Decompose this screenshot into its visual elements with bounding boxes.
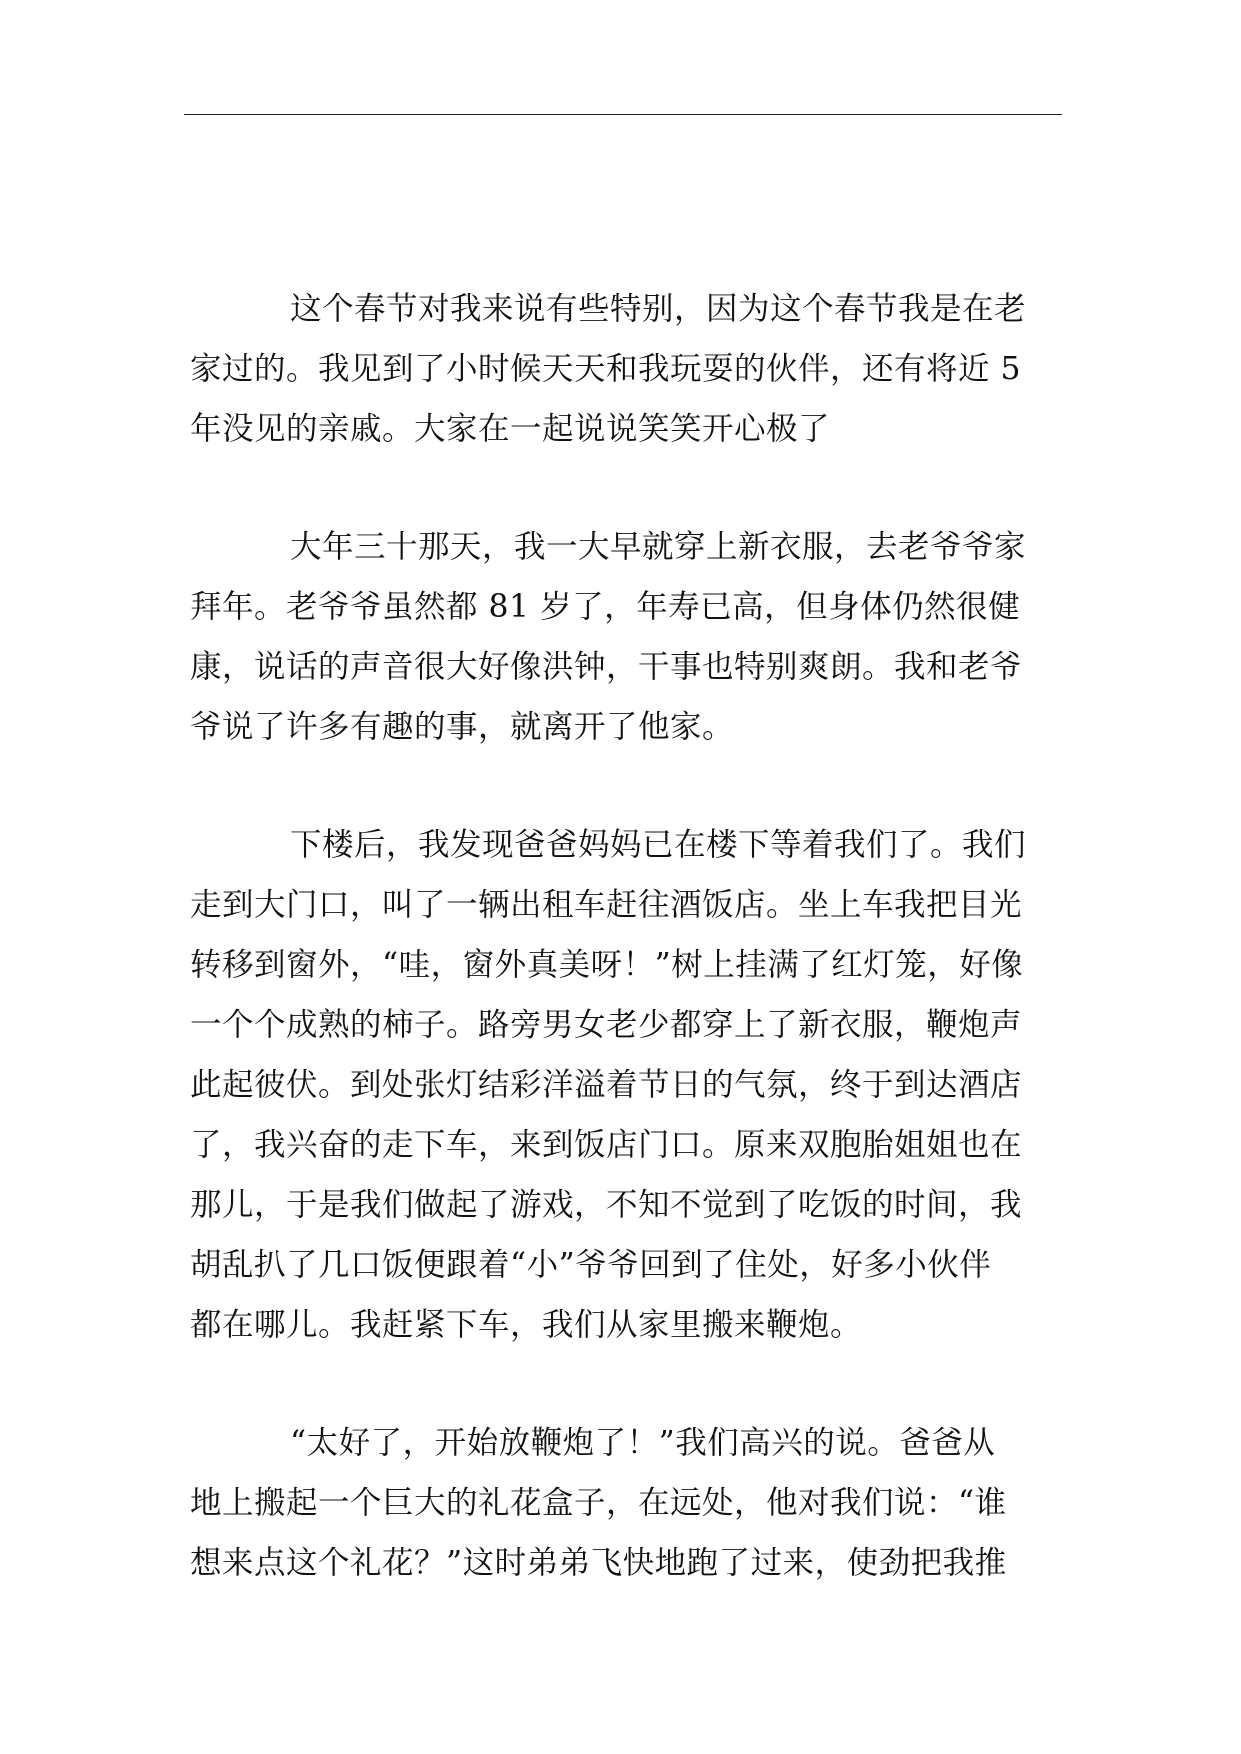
paragraph-line: 了，我兴奋的走下车，来到饭店门口。原来双胞胎姐姐也在 xyxy=(190,1127,1023,1163)
paragraph-line: 拜年。老爷爷虽然都 81 岁了，年寿已高，但身体仍然很健 xyxy=(190,589,1021,625)
paragraph-line: 年没见的亲戚。大家在一起说说笑笑开心极了 xyxy=(190,411,831,447)
header-rule xyxy=(184,114,1062,115)
paragraph-line: 转移到窗外，“哇，窗外真美呀！”树上挂满了红灯笼，好像 xyxy=(190,947,1024,983)
paragraph-line: 家过的。我见到了小时候天天和我玩耍的伙伴，还有将近 5 xyxy=(190,351,1022,387)
paragraph-line: 大年三十那天，我一大早就穿上新衣服，去老爷爷家 xyxy=(290,529,1027,565)
paragraph-spacer xyxy=(190,459,1060,517)
body-text xyxy=(190,279,1060,1593)
paragraph-spacer xyxy=(190,757,1060,815)
paragraph-line: 下楼后，我发现爸爸妈妈已在楼下等着我们了。我们 xyxy=(290,827,1027,863)
paragraph-2 xyxy=(190,517,1060,757)
paragraph-4 xyxy=(190,1413,1060,1593)
paragraph-1 xyxy=(190,279,1060,459)
paragraph-spacer xyxy=(190,1355,1060,1413)
paragraph-line: 那儿，于是我们做起了游戏，不知不觉到了吃饭的时间，我 xyxy=(190,1187,1023,1223)
paragraph-line: 一个个成熟的柿子。路旁男女老少都穿上了新衣服，鞭炮声 xyxy=(190,1007,1023,1043)
paragraph-line: 爷说了许多有趣的事，就离开了他家。 xyxy=(190,709,735,745)
paragraph-line: 康，说话的声音很大好像洪钟，干事也特别爽朗。我和老爷 xyxy=(190,649,1023,685)
paragraph-line: “太好了，开始放鞭炮了！”我们高兴的说。爸爸从 xyxy=(290,1425,996,1461)
paragraph-line: 走到大门口，叫了一辆出租车赶往酒饭店。坐上车我把目光 xyxy=(190,887,1023,923)
paragraph-line: 地上搬起一个巨大的礼花盒子，在远处，他对我们说：“谁 xyxy=(190,1485,1007,1521)
paragraph-line: 都在哪儿。我赶紧下车，我们从家里搬来鞭炮。 xyxy=(190,1307,863,1343)
paragraph-line: 这个春节对我来说有些特别，因为这个春节我是在老 xyxy=(290,291,1027,327)
paragraph-3 xyxy=(190,815,1060,1355)
paragraph-line: 此起彼伏。到处张灯结彩洋溢着节日的气氛，终于到达酒店 xyxy=(190,1067,1023,1103)
paragraph-line: 胡乱扒了几口饭便跟着“小”爷爷回到了住处，好多小伙伴 xyxy=(190,1247,992,1283)
paragraph-line: 想来点这个礼花？”这时弟弟飞快地跑了过来，使劲把我推 xyxy=(190,1545,1007,1581)
